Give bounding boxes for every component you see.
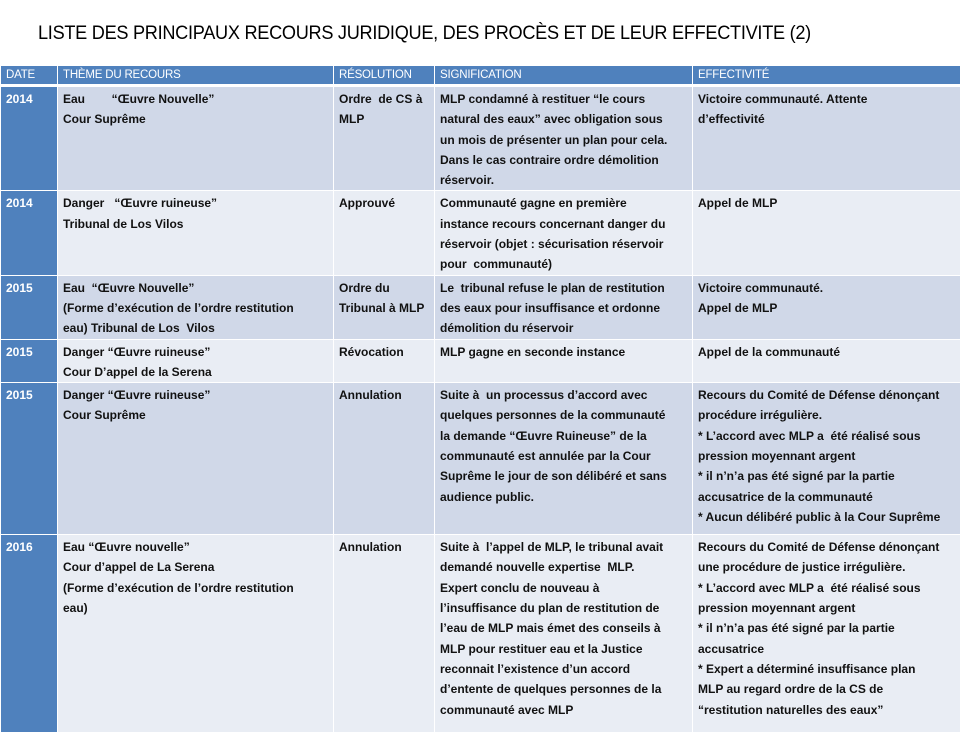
effectivite-line: Appel de la communauté (698, 342, 955, 362)
cell-resolution (334, 86, 435, 191)
signification-line: l’eau de MLP mais émet des conseils à (440, 618, 687, 638)
cell-signification (435, 191, 693, 275)
theme-line: (Forme d’exécution de l’ordre restitution (63, 578, 328, 598)
theme-line: eau) (63, 598, 328, 618)
effectivite-line: accusatrice (698, 639, 955, 659)
table-row (1, 339, 960, 383)
signification-line: MLP condamné à restituer “le cours (440, 89, 687, 109)
column-header-date: DATE (1, 66, 58, 86)
effectivite-line: * Aucun délibéré public à la Cour Suprême (698, 507, 955, 527)
signification-line: l’insuffisance du plan de restitution de (440, 598, 687, 618)
table-row (1, 535, 960, 733)
effectivite-line: * L’accord avec MLP a été réalisé sous (698, 426, 955, 446)
column-header-theme: THÈME DU RECOURS (58, 66, 334, 86)
effectivite-line: Recours du Comité de Défense dénonçant (698, 385, 955, 405)
cell-signification (435, 383, 693, 535)
theme-line: (Forme d’exécution de l’ordre restitution (63, 298, 328, 318)
column-header-effectivite: EFFECTIVITÉ (693, 66, 960, 86)
theme-line: Eau “Œuvre nouvelle” (63, 537, 328, 557)
cell-resolution (334, 339, 435, 383)
cell-signification (435, 275, 693, 339)
signification-line: la demande “Œuvre Ruineuse” de la (440, 426, 687, 446)
effectivite-line: Appel de MLP (698, 298, 955, 318)
signification-line: des eaux pour insuffisance et ordonne (440, 298, 687, 318)
signification-line: communauté est annulée par la Cour (440, 446, 687, 466)
effectivite-line: pression moyennant argent (698, 598, 955, 618)
cell-date: 2015 (1, 275, 58, 339)
effectivite-line: procédure irrégulière. (698, 405, 955, 425)
signification-line: Expert conclu de nouveau à (440, 578, 687, 598)
recours-table (0, 65, 960, 733)
cell-resolution (334, 535, 435, 733)
signification-line: MLP pour restituer eau et la Justice (440, 639, 687, 659)
signification-line: Communauté gagne en première (440, 193, 687, 213)
signification-line: instance recours concernant danger du (440, 214, 687, 234)
signification-line: Suite à un processus d’accord avec (440, 385, 687, 405)
table-row (1, 86, 960, 191)
theme-line: Danger “Œuvre ruineuse” (63, 342, 328, 362)
cell-date: 2015 (1, 383, 58, 535)
theme-line: Eau “Œuvre Nouvelle” (63, 278, 328, 298)
resolution-line: Ordre du (339, 278, 429, 298)
resolution-line: Révocation (339, 342, 429, 362)
effectivite-line: pression moyennant argent (698, 446, 955, 466)
effectivite-line: “restitution naturelles des eaux” (698, 700, 955, 720)
cell-resolution (334, 383, 435, 535)
signification-line: audience public. (440, 487, 687, 507)
cell-date: 2016 (1, 535, 58, 733)
table-header-row (1, 66, 960, 86)
effectivite-line: accusatrice de la communauté (698, 487, 955, 507)
cell-theme (58, 191, 334, 275)
cell-effectivite (693, 383, 960, 535)
signification-line: réservoir (objet : sécurisation réservoir (440, 234, 687, 254)
cell-effectivite (693, 191, 960, 275)
effectivite-line: * Expert a déterminé insuffisance plan (698, 659, 955, 679)
column-header-resolution: RÉSOLUTION (334, 66, 435, 86)
theme-line: Cour D’appel de la Serena (63, 362, 328, 382)
cell-resolution (334, 275, 435, 339)
signification-line: reconnait l’existence d’un accord (440, 659, 687, 679)
signification-line: réservoir. (440, 170, 687, 190)
cell-theme (58, 339, 334, 383)
effectivite-line: Victoire communauté. Attente (698, 89, 955, 109)
signification-line: Dans le cas contraire ordre démolition (440, 150, 687, 170)
cell-signification (435, 86, 693, 191)
signification-line: Le tribunal refuse le plan de restitution (440, 278, 687, 298)
column-header-signification: SIGNIFICATION (435, 66, 693, 86)
theme-line: eau) Tribunal de Los Vilos (63, 318, 328, 338)
cell-theme (58, 535, 334, 733)
theme-line: Cour Suprême (63, 405, 328, 425)
effectivite-line: Victoire communauté. (698, 278, 955, 298)
cell-date: 2014 (1, 191, 58, 275)
signification-line: pour communauté) (440, 254, 687, 274)
theme-line: Tribunal de Los Vilos (63, 214, 328, 234)
theme-line: Cour Suprême (63, 109, 328, 129)
resolution-line: MLP (339, 109, 429, 129)
cell-theme (58, 275, 334, 339)
signification-line: Suite à l’appel de MLP, le tribunal avait (440, 537, 687, 557)
signification-line: communauté avec MLP (440, 700, 687, 720)
signification-line: quelques personnes de la communauté (440, 405, 687, 425)
cell-effectivite (693, 535, 960, 733)
theme-line: Danger “Œuvre ruineuse” (63, 385, 328, 405)
cell-effectivite (693, 275, 960, 339)
signification-line: un mois de présenter un plan pour cela. (440, 130, 687, 150)
cell-theme (58, 86, 334, 191)
cell-date: 2015 (1, 339, 58, 383)
resolution-line: Approuvé (339, 193, 429, 213)
effectivite-line: * il n’n’a pas été signé par la partie (698, 618, 955, 638)
effectivite-line: * il n’n’a pas été signé par la partie (698, 466, 955, 486)
cell-signification (435, 339, 693, 383)
signification-line: Suprême le jour de son délibéré et sans (440, 466, 687, 486)
cell-effectivite (693, 339, 960, 383)
theme-line: Cour d’appel de La Serena (63, 557, 328, 577)
signification-line: demandé nouvelle expertise MLP. (440, 557, 687, 577)
resolution-line: Tribunal à MLP (339, 298, 429, 318)
cell-date: 2014 (1, 86, 58, 191)
effectivite-line: Appel de MLP (698, 193, 955, 213)
effectivite-line: Recours du Comité de Défense dénonçant (698, 537, 955, 557)
effectivite-line: * L’accord avec MLP a été réalisé sous (698, 578, 955, 598)
cell-resolution (334, 191, 435, 275)
effectivite-line: une procédure de justice irrégulière. (698, 557, 955, 577)
effectivite-line: MLP au regard ordre de la CS de (698, 679, 955, 699)
signification-line: démolition du réservoir (440, 318, 687, 338)
cell-signification (435, 535, 693, 733)
effectivite-line: d’effectivité (698, 109, 955, 129)
signification-line: natural des eaux” avec obligation sous (440, 109, 687, 129)
resolution-line: Annulation (339, 537, 429, 557)
cell-theme (58, 383, 334, 535)
page-title: LISTE DES PRINCIPAUX RECOURS JURIDIQUE, DES PROCÈS ET DE LEUR EFFECTIVITE (2) (38, 22, 811, 45)
resolution-line: Ordre de CS à (339, 89, 429, 109)
table-row (1, 275, 960, 339)
theme-line: Danger “Œuvre ruineuse” (63, 193, 328, 213)
table-row (1, 191, 960, 275)
cell-effectivite (693, 86, 960, 191)
signification-line: MLP gagne en seconde instance (440, 342, 687, 362)
theme-line: Eau “Œuvre Nouvelle” (63, 89, 328, 109)
table-row (1, 383, 960, 535)
resolution-line: Annulation (339, 385, 429, 405)
signification-line: d’entente de quelques personnes de la (440, 679, 687, 699)
